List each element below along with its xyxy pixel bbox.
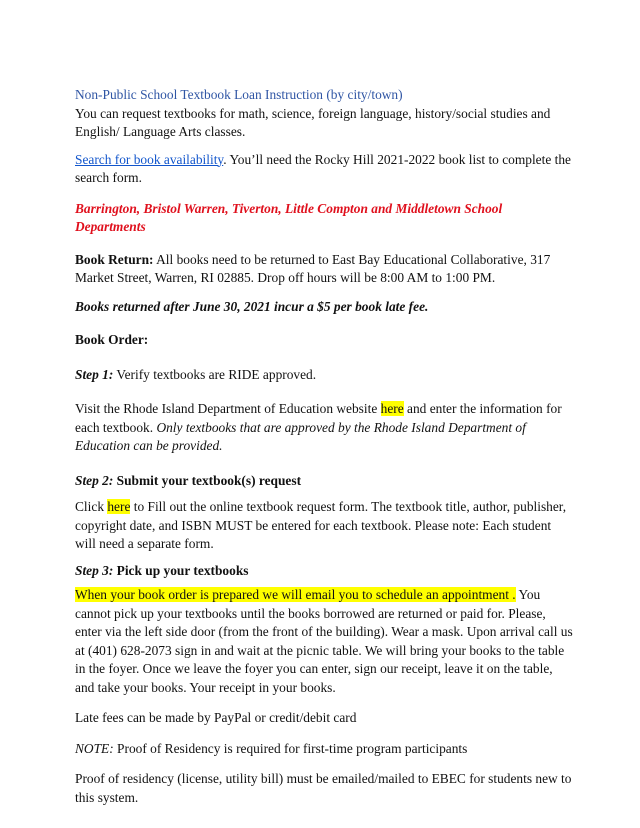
step2-text-after: to Fill out the online textbook request form. The textbook title, author, publisher, copyright date, and ISBN MUST be entered for each textbook. Please note: Each student will need a separate form. (75, 499, 567, 551)
step3-text: You cannot pick up your textbooks until the books borrowed are returned or paid for. Please, enter via the left side door (from the front of the building). Wear a mask. Upon arrival call us at (401) 628-2073 sign in and wait at the picnic table. We will bring your books to the table in the foyer. Once we leave the foyer you can enter, sign our receipt, leave it on the table, and take your books. Your receipt in your books. (75, 587, 573, 695)
book-return-text: All books need to be returned to East Bay Educational Collaborative, 317 Market Street, Warren, RI 02885. Drop off hours will be 8:00 AM to 1:00 PM. (75, 251, 551, 285)
page-title: Non-Public School Textbook Loan Instruction (by city/town) (75, 87, 403, 102)
note-label: NOTE: (75, 740, 114, 756)
proof-of-residency: Proof of residency (license, utility bill) must be emailed/mailed to EBEC for students new to this system. (75, 771, 572, 805)
late-fee-notice-text: Books returned after June 30, 2021 incur a $5 per book late fee. (75, 298, 429, 314)
step2-heading (75, 472, 575, 491)
search-paragraph-text: . You’ll need the Rocky Hill 2021-2022 book list to complete the search form. (75, 151, 571, 185)
step1-text-after: and enter the information for each textbook. (75, 401, 562, 435)
step3-label: Step 3: (75, 562, 114, 578)
step3-heading (75, 562, 575, 581)
book-order-heading-text: Book Order: (75, 332, 149, 347)
step1-title: Verify textbooks are RIDE approved. (113, 366, 317, 382)
document-page (75, 86, 575, 807)
step1-text-before: Visit the Rhode Island Department of Education website (75, 401, 381, 416)
request-form-link[interactable]: here (107, 499, 131, 514)
note-paragraph (75, 740, 575, 759)
departments-heading: Barrington, Bristol Warren, Tiverton, Little Compton and Middletown School Departments (75, 200, 503, 234)
step2-paragraph (75, 498, 575, 554)
step2-label: Step 2: (75, 472, 114, 488)
late-fee-notice (75, 298, 575, 317)
step3-paragraph (75, 586, 575, 697)
step3-title: Pick up your textbooks (113, 562, 249, 578)
step2-text-before: Click (75, 499, 108, 514)
search-availability-link[interactable]: Search for book availability (75, 151, 224, 167)
note-text: Proof of Residency is required for first-time program participants (113, 740, 468, 756)
appointment-highlight: When your book order is prepared we will email you to schedule an appointment . (75, 587, 516, 602)
step1-note: Only textbooks that are approved by the Rhode Island Department of Education can be provided. (75, 419, 526, 453)
search-paragraph (75, 151, 575, 188)
ride-website-link[interactable]: here (380, 401, 404, 416)
intro-paragraph: You can request textbooks for math, science, foreign language, history/social studies and English/ Language Arts classes. (75, 105, 551, 139)
step1-heading (75, 366, 575, 385)
step1-label: Step 1: (75, 366, 114, 382)
book-order-heading (75, 331, 575, 350)
step1-paragraph (75, 400, 575, 456)
book-return-label: Book Return: (75, 251, 154, 267)
late-fees-payment: Late fees can be made by PayPal or credit/debit card (75, 710, 357, 725)
step2-title: Submit your textbook(s) request (113, 472, 302, 488)
book-return-paragraph (75, 251, 575, 288)
